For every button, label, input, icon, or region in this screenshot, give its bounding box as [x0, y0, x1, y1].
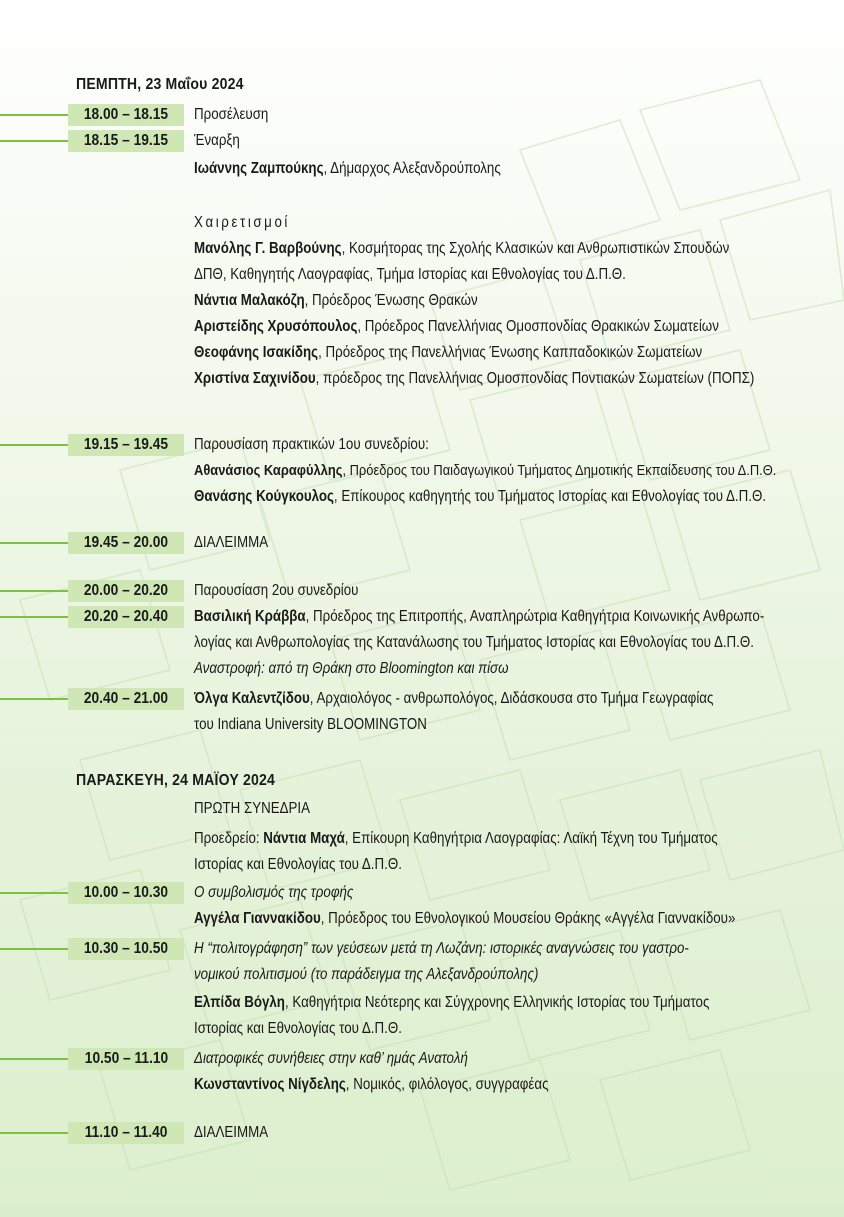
talk-title: Η “πολιτογράφηση” των γεύσεων μετά τη Λωζάνη: ιστορικές αναγνώσεις του γαστρο-: [194, 940, 689, 957]
time-badge: 19.15 – 19.45: [68, 434, 184, 456]
time-badge: 20.20 – 20.40: [68, 606, 184, 628]
time-badge: 10.30 – 10.50: [68, 938, 184, 960]
slot-text: Παρουσίαση 2ου συνεδρίου: [194, 582, 359, 599]
speaker-role-cont: λογίας και Ανθρωπολογίας της Κατανάλωσης του Τμήματος Ιστορίας και Εθνολογίας του Δ.Π.Θ.: [194, 634, 754, 651]
speaker-role-cont: Ιστορίας και Εθνολογίας του Δ.Π.Θ.: [194, 1020, 402, 1037]
greeting-line: [194, 288, 478, 314]
speaker-line: [194, 156, 501, 182]
speaker-role: , Αρχαιολόγος - ανθρωπολόγος, Διδάσκουσα στο Τμήμα Γεωγραφίας: [309, 690, 714, 707]
speaker-role: , Πρόεδρος της Πανελλήνιας Ένωσης Καππαδοκικών Σωματείων: [318, 344, 703, 361]
timeline-line: [0, 114, 68, 116]
time-badge: 18.15 – 19.15: [68, 130, 184, 152]
time-badge: 10.50 – 11.10: [68, 1048, 184, 1070]
slot-text: Παρουσίαση πρακτικών 1ου συνεδρίου:: [194, 436, 429, 453]
speaker-name: Μανόλης Γ. Βαρβούνης: [194, 240, 342, 257]
speaker-name: Χριστίνα Σαχινίδου: [194, 370, 316, 387]
greeting-line: [194, 314, 719, 340]
speaker-name: Ελπίδα Βόγλη: [194, 994, 285, 1011]
speaker-name: Βασιλική Κράββα: [194, 608, 306, 625]
speaker-role: , Καθηγήτρια Νεότερης και Σύγχρονης Ελληνικής Ιστορίας του Τμήματος: [284, 994, 710, 1011]
speaker-role: , πρόεδρος της Πανελλήνιας Ομοσπονδίας Ποντιακών Σωματείων (ΠΟΠΣ): [315, 370, 755, 387]
speaker-line: [194, 484, 766, 510]
chair-role-cont: Ιστορίας και Εθνολογίας του Δ.Π.Θ.: [194, 856, 402, 873]
speaker-role: , Νομικός, φιλόλογος, συγγραφέας: [345, 1076, 549, 1093]
talk-title: Αναστροφή: από τη Θράκη στο Bloomington και πίσω: [194, 660, 509, 677]
speaker-line: [194, 458, 776, 484]
timeline-line: [0, 948, 68, 950]
time-badge: 18.00 – 18.15: [68, 104, 184, 126]
slot-text: ΔΙΑΛΕΙΜΜΑ: [194, 1124, 269, 1141]
speaker-line: [194, 906, 735, 932]
slot-text: ΔΙΑΛΕΙΜΜΑ: [194, 534, 269, 551]
speaker-role: , Πρόεδρος της Επιτροπής, Αναπληρώτρια Καθηγήτρια Κοινωνικής Ανθρωπο-: [305, 608, 765, 625]
speaker-line: [194, 990, 709, 1016]
slot-text: Έναρξη: [194, 132, 240, 149]
speaker-line: [194, 1072, 548, 1098]
chair-label: Προεδρείο:: [194, 830, 264, 847]
chair-name: Νάντια Μαχά: [263, 830, 345, 847]
timeline-line: [0, 1132, 68, 1134]
time-badge: 19.45 – 20.00: [68, 532, 184, 554]
speaker-name: Αριστείδης Χρυσόπουλος: [194, 318, 358, 335]
speaker-name: Αθανάσιος Καραφύλλης: [194, 462, 343, 479]
speaker-role: , Επίκουρος καθηγητής του Τμήματος Ιστορίας και Εθνολογίας του Δ.Π.Θ.: [333, 488, 767, 505]
slot-text: Προσέλευση: [194, 106, 269, 123]
speaker-name: Αγγέλα Γιαννακίδου: [194, 910, 321, 927]
greetings-label: Χαιρετισμοί: [194, 214, 290, 231]
speaker-name: Θανάσης Κούγκουλος: [194, 488, 334, 505]
time-badge: 20.40 – 21.00: [68, 688, 184, 710]
speaker-name: Ιωάννης Ζαμπούκης: [194, 160, 324, 177]
speaker-role: , Πρόεδρος του Παιδαγωγικού Τμήματος Δημοτικής Εκπαίδευσης του Δ.Π.Θ.: [342, 462, 777, 479]
speaker-role: , Πρόεδρος Ένωσης Θρακών: [304, 292, 478, 309]
timeline-line: [0, 590, 68, 592]
timeline-line: [0, 616, 68, 618]
greeting-line: [194, 340, 702, 366]
time-badge: 11.10 – 11.40: [68, 1122, 184, 1144]
speaker-role: , Δήμαρχος Αλεξανδρούπολης: [323, 160, 501, 177]
time-badge: 10.00 – 10.30: [68, 882, 184, 904]
time-badge: 20.00 – 20.20: [68, 580, 184, 602]
speaker-role: , Πρόεδρος Πανελλήνιας Ομοσπονδίας Θρακικών Σωματείων: [357, 318, 719, 335]
talk-title: Ο συμβολισμός της τροφής: [194, 884, 354, 901]
speaker-name: Όλγα Καλεντζίδου: [194, 690, 310, 707]
speaker-role: , Πρόεδρος του Εθνολογικού Μουσείου Θράκης «Αγγέλα Γιαννακίδου»: [320, 910, 736, 927]
day2-heading: ΠΑΡΑΣΚΕΥΗ, 24 ΜΑΪΟΥ 2024: [76, 772, 276, 789]
session-title: ΠΡΩΤΗ ΣΥΝΕΔΡΙΑ: [194, 800, 311, 817]
chair-line: [194, 826, 718, 852]
speaker-name: Κωνσταντίνος Νίγδελης: [194, 1076, 346, 1093]
timeline-line: [0, 140, 68, 142]
chair-role: , Επίκουρη Καθηγήτρια Λαογραφίας: Λαϊκή Τέχνη του Τμήματος: [344, 830, 718, 847]
speaker-line: [194, 686, 713, 712]
timeline-line: [0, 892, 68, 894]
talk-title-cont: νομικού πολιτισμού (το παράδειγμα της Αλεξανδρούπολης): [194, 966, 539, 983]
speaker-name: Νάντια Μαλακόζη: [194, 292, 305, 309]
greeting-line: [194, 236, 729, 262]
greeting-line: [194, 366, 754, 392]
talk-title: Διατροφικές συνήθειες στην καθ’ ημάς Ανατολή: [194, 1050, 468, 1067]
speaker-line: [194, 604, 764, 630]
timeline-line: [0, 698, 68, 700]
speaker-role-cont: του Indiana University BLOOMINGTON: [194, 716, 427, 733]
timeline-line: [0, 444, 68, 446]
timeline-line: [0, 542, 68, 544]
timeline-line: [0, 1058, 68, 1060]
day1-heading: ΠΕΜΠΤΗ, 23 Μαΐου 2024: [76, 76, 244, 93]
greeting-line: ΔΠΘ, Καθηγητής Λαογραφίας, Τμήμα Ιστορίας και Εθνολογίας του Δ.Π.Θ.: [194, 266, 626, 283]
speaker-name: Θεοφάνης Ισακίδης: [194, 344, 319, 361]
speaker-role: , Κοσμήτορας της Σχολής Κλασικών και Ανθρωπιστικών Σπουδών: [341, 240, 730, 257]
